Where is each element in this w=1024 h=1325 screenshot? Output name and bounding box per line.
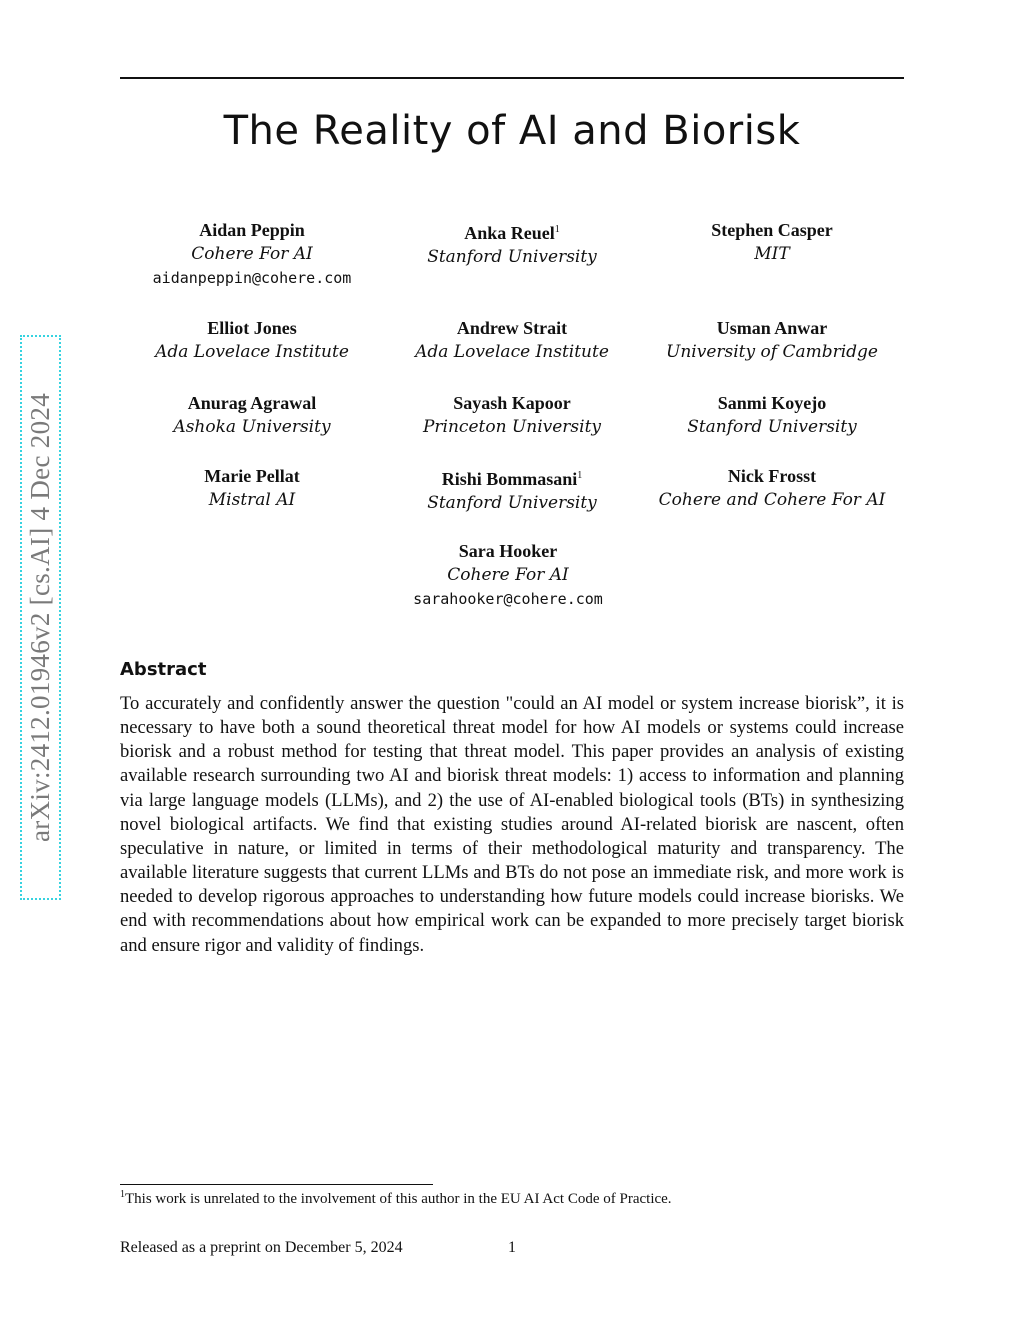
author-affiliation: Ada Lovelace Institute bbox=[155, 342, 349, 362]
footnote bbox=[120, 1189, 904, 1208]
author-block bbox=[642, 391, 902, 439]
author-name-line bbox=[382, 218, 642, 245]
author-block bbox=[382, 391, 642, 439]
author-block bbox=[378, 539, 638, 611]
author-email[interactable]: aidanpeppin@cohere.com bbox=[152, 269, 352, 287]
footnote-mark: 1 bbox=[120, 1189, 125, 1200]
author-name: Anurag Agrawal bbox=[187, 393, 317, 413]
author-affiliation: Princeton University bbox=[422, 417, 602, 437]
author-block bbox=[382, 464, 642, 515]
author-name-line bbox=[382, 464, 642, 491]
author-name: Sanmi Koyejo bbox=[717, 393, 827, 413]
author-block bbox=[382, 218, 642, 269]
author-affiliation: University of Cambridge bbox=[666, 342, 878, 362]
author-name: Sayash Kapoor bbox=[453, 393, 571, 413]
author-block bbox=[642, 316, 902, 364]
author-affiliation: Cohere For AI bbox=[191, 244, 313, 264]
author-block bbox=[642, 218, 902, 266]
author-block bbox=[122, 316, 382, 364]
author-affiliation: Ashoka University bbox=[173, 417, 331, 437]
author-block bbox=[122, 218, 382, 290]
abstract-heading: Abstract bbox=[120, 659, 207, 680]
author-block bbox=[382, 316, 642, 364]
author-name: Andrew Strait bbox=[456, 318, 568, 338]
author-affiliation: Stanford University bbox=[687, 417, 857, 437]
author-affiliation: Cohere and Cohere For AI bbox=[658, 490, 886, 510]
author-affiliation: Stanford University bbox=[427, 247, 597, 267]
author-affiliation: Stanford University bbox=[427, 493, 597, 513]
author-name: Nick Frosst bbox=[727, 466, 817, 486]
author-email[interactable]: sarahooker@cohere.com bbox=[413, 590, 603, 608]
footnote-mark[interactable]: 1 bbox=[577, 470, 583, 481]
author-name: Rishi Bommasani bbox=[441, 469, 578, 489]
arxiv-stamp[interactable] bbox=[20, 335, 61, 900]
arxiv-identifier: arXiv:2412.01946v2 [cs.AI] 4 Dec 2024 bbox=[25, 392, 56, 843]
author-block bbox=[642, 464, 902, 512]
author-affiliation: Ada Lovelace Institute bbox=[415, 342, 609, 362]
footnote-mark[interactable]: 1 bbox=[554, 224, 560, 235]
footnote-rule bbox=[120, 1184, 433, 1185]
header-rule bbox=[120, 77, 904, 79]
author-name: Sara Hooker bbox=[458, 541, 558, 561]
author-name: Elliot Jones bbox=[207, 318, 297, 338]
author-affiliation: MIT bbox=[754, 244, 790, 264]
author-name: Aidan Peppin bbox=[199, 220, 305, 240]
paper-title: The Reality of AI and Biorisk bbox=[223, 108, 801, 154]
footnote-text: This work is unrelated to the involvement of this author in the EU AI Act Code of Practice. bbox=[125, 1191, 672, 1207]
author-block bbox=[122, 391, 382, 439]
author-affiliation: Cohere For AI bbox=[447, 565, 569, 585]
release-note: Released as a preprint on December 5, 2024 bbox=[120, 1239, 403, 1256]
page-number: 1 bbox=[508, 1239, 516, 1256]
author-name: Anka Reuel bbox=[464, 223, 555, 243]
author-name: Marie Pellat bbox=[204, 466, 300, 486]
author-name: Stephen Casper bbox=[711, 220, 833, 240]
author-affiliation: Mistral AI bbox=[208, 490, 296, 510]
abstract-text: To accurately and confidently answer the question "could an AI model or system increase biorisk”, it is necessary to have both a sound theoretical threat model for how AI models or systems could increase biorisk and a robust method for testing that threat model. This paper provides an analysis of existing available research surrounding two AI and biorisk threat models: 1) access to information and planning via large language models (LLMs), and 2) the use of AI-enabled biological tools (BTs) in synthesizing novel biological artifacts. We find that existing studies around AI-related biorisk are nascent, often speculative in nature, or limited in terms of their methodological maturity and transparency. The available literature suggests that current LLMs and BTs do not pose an immediate risk, and more work is needed to develop rigorous approaches to understanding how future models could increase biorisks. We end with recommendations about how empirical work can be expanded to more precisely target biorisk and ensure rigor and validity of findings. bbox=[120, 693, 904, 956]
author-block bbox=[122, 464, 382, 512]
author-name: Usman Anwar bbox=[716, 318, 828, 338]
